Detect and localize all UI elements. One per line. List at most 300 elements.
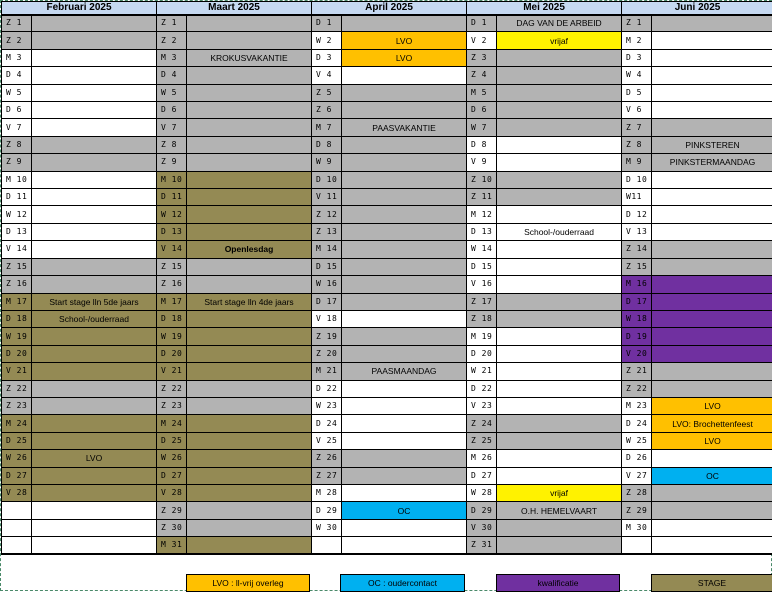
day-event: [342, 415, 467, 432]
calendar-row: [2, 15, 772, 32]
day-label: V 25: [312, 432, 342, 449]
day-event: [32, 49, 157, 66]
day-label: D 8: [312, 136, 342, 153]
day-event: [652, 293, 772, 310]
day-event: PINKSTEREN: [652, 136, 772, 153]
day-label: M 3: [2, 49, 32, 66]
day-label: W 7: [467, 119, 497, 136]
day-event: [497, 49, 622, 66]
day-label: [312, 537, 342, 554]
day-label: M 7: [312, 119, 342, 136]
day-label: [2, 502, 32, 519]
day-label: Z 16: [2, 276, 32, 293]
day-event: [497, 328, 622, 345]
day-event: [32, 119, 157, 136]
day-label: Z 15: [2, 258, 32, 275]
day-label: Z 22: [622, 380, 652, 397]
day-label: M 10: [2, 171, 32, 188]
day-event: OC: [652, 467, 772, 484]
day-event: [187, 484, 312, 501]
day-label: D 11: [2, 189, 32, 206]
day-event: DAG VAN DE ARBEID: [497, 15, 622, 32]
day-event: [187, 363, 312, 380]
calendar-row: [2, 484, 772, 501]
day-label: D 15: [312, 258, 342, 275]
day-label: W 19: [2, 328, 32, 345]
day-label: D 20: [2, 345, 32, 362]
legend-lvo: LVO : ll-vrij overleg: [186, 574, 310, 592]
day-event: [187, 136, 312, 153]
day-label: Z 1: [157, 15, 187, 32]
day-label: Z 10: [467, 171, 497, 188]
day-event: [32, 328, 157, 345]
day-event: School-/ouderraad: [32, 310, 157, 327]
day-event: [187, 154, 312, 171]
day-event: [187, 171, 312, 188]
day-label: Z 1: [622, 15, 652, 32]
day-label: Z 22: [157, 380, 187, 397]
day-label: V 28: [2, 484, 32, 501]
day-event: [187, 397, 312, 414]
day-label: Z 4: [467, 67, 497, 84]
day-label: V 23: [467, 397, 497, 414]
day-event: LVO: [32, 450, 157, 467]
calendar-row: [2, 467, 772, 484]
day-label: Z 28: [622, 484, 652, 501]
day-event: [652, 450, 772, 467]
day-event: [652, 241, 772, 258]
day-label: D 24: [312, 415, 342, 432]
calendar-row: [2, 206, 772, 223]
day-label: V 21: [2, 363, 32, 380]
day-label: D 13: [157, 223, 187, 240]
day-event: [32, 502, 157, 519]
day-label: Z 24: [467, 415, 497, 432]
day-event: [497, 102, 622, 119]
day-label: W 16: [312, 276, 342, 293]
day-label: V 9: [467, 154, 497, 171]
day-event: [342, 189, 467, 206]
day-label: W 25: [622, 432, 652, 449]
day-label: Z 3: [467, 49, 497, 66]
day-label: D 18: [2, 310, 32, 327]
day-event: [652, 223, 772, 240]
day-event: [497, 241, 622, 258]
day-event: [32, 15, 157, 32]
day-event: [32, 206, 157, 223]
day-label: D 25: [2, 432, 32, 449]
day-label: W 2: [312, 32, 342, 49]
day-event: [187, 345, 312, 362]
day-label: Z 2: [157, 32, 187, 49]
day-label: M 24: [2, 415, 32, 432]
day-label: Z 27: [312, 467, 342, 484]
day-label: M 10: [157, 171, 187, 188]
legend-oc: OC : oudercontact: [340, 574, 465, 592]
day-label: Z 6: [312, 102, 342, 119]
day-label: V 4: [312, 67, 342, 84]
day-label: W 9: [312, 154, 342, 171]
day-event: [32, 415, 157, 432]
day-label: Z 7: [622, 119, 652, 136]
day-label: W 12: [157, 206, 187, 223]
day-label: D 29: [312, 502, 342, 519]
day-label: M 12: [467, 206, 497, 223]
day-event: [342, 84, 467, 101]
day-label: D 18: [157, 310, 187, 327]
day-event: [497, 206, 622, 223]
day-event: [497, 136, 622, 153]
day-label: D 27: [467, 467, 497, 484]
day-label: Z 12: [312, 206, 342, 223]
day-label: V 20: [622, 345, 652, 362]
day-label: V 14: [2, 241, 32, 258]
day-label: Z 8: [157, 136, 187, 153]
day-event: [187, 15, 312, 32]
day-label: D 25: [157, 432, 187, 449]
day-event: [32, 519, 157, 536]
day-event: [32, 397, 157, 414]
day-label: V 28: [157, 484, 187, 501]
day-label: M 2: [622, 32, 652, 49]
day-label: Z 15: [157, 258, 187, 275]
day-event: [32, 363, 157, 380]
day-label: D 6: [2, 102, 32, 119]
day-event: [32, 467, 157, 484]
day-label: D 1: [467, 15, 497, 32]
calendar-row: [2, 363, 772, 380]
day-label: Z 11: [467, 189, 497, 206]
calendar-body: [2, 15, 772, 555]
calendar-row: [2, 171, 772, 188]
day-label: M 14: [312, 241, 342, 258]
day-event: [652, 67, 772, 84]
day-label: D 4: [2, 67, 32, 84]
day-label: Z 8: [622, 136, 652, 153]
day-event: [652, 502, 772, 519]
day-label: V 7: [2, 119, 32, 136]
day-event: PAASVAKANTIE: [342, 119, 467, 136]
day-event: [342, 258, 467, 275]
day-label: Z 9: [2, 154, 32, 171]
day-label: D 27: [157, 467, 187, 484]
day-label: V 14: [157, 241, 187, 258]
day-event: [342, 328, 467, 345]
day-event: [652, 276, 772, 293]
day-event: [187, 67, 312, 84]
day-event: [187, 310, 312, 327]
day-event: LVO: [652, 397, 772, 414]
calendar-row: [2, 84, 772, 101]
day-event: OC: [342, 502, 467, 519]
day-event: [32, 537, 157, 554]
day-label: W 23: [312, 397, 342, 414]
calendar-row: [2, 223, 772, 240]
calendar-row: [2, 32, 772, 49]
day-event: [32, 67, 157, 84]
day-event: [187, 276, 312, 293]
day-label: D 22: [467, 380, 497, 397]
day-event: [342, 15, 467, 32]
day-event: [652, 484, 772, 501]
day-label: W11: [622, 189, 652, 206]
day-label: M 9: [622, 154, 652, 171]
day-label: D 12: [622, 206, 652, 223]
day-event: [187, 119, 312, 136]
day-label: Z 23: [157, 397, 187, 414]
day-event: O.H. HEMELVAART: [497, 502, 622, 519]
day-label: D 17: [622, 293, 652, 310]
day-event: PINKSTERMAANDAG: [652, 154, 772, 171]
day-event: [32, 223, 157, 240]
day-label: M 3: [157, 49, 187, 66]
day-label: M 28: [312, 484, 342, 501]
day-label: M 17: [157, 293, 187, 310]
day-label: Z 30: [157, 519, 187, 536]
day-event: [187, 537, 312, 554]
day-event: [187, 519, 312, 536]
day-label: Z 5: [312, 84, 342, 101]
day-event: vrijaf: [497, 484, 622, 501]
day-event: [497, 119, 622, 136]
day-event: [32, 241, 157, 258]
day-event: [497, 432, 622, 449]
day-label: D 26: [622, 450, 652, 467]
day-label: D 1: [312, 15, 342, 32]
day-event: [497, 415, 622, 432]
day-label: W 18: [622, 310, 652, 327]
day-label: V 13: [622, 223, 652, 240]
day-label: D 3: [622, 49, 652, 66]
day-label: Z 1: [2, 15, 32, 32]
calendar-row: [2, 189, 772, 206]
day-event: [187, 102, 312, 119]
day-event: [342, 223, 467, 240]
day-event: [652, 119, 772, 136]
day-event: [342, 276, 467, 293]
calendar-row: [2, 258, 772, 275]
day-label: D 27: [2, 467, 32, 484]
day-label: V 27: [622, 467, 652, 484]
day-event: [342, 102, 467, 119]
day-event: [32, 276, 157, 293]
calendar-row: [2, 49, 772, 66]
day-event: [497, 397, 622, 414]
day-label: M 17: [2, 293, 32, 310]
day-label: W 4: [622, 67, 652, 84]
calendar-row: [2, 450, 772, 467]
day-label: Z 18: [467, 310, 497, 327]
calendar-row: [2, 136, 772, 153]
day-event: [497, 519, 622, 536]
day-label: W 28: [467, 484, 497, 501]
day-event: [342, 345, 467, 362]
day-label: Z 26: [312, 450, 342, 467]
calendar-row: [2, 537, 772, 554]
day-event: [497, 467, 622, 484]
day-label: W 30: [312, 519, 342, 536]
day-event: [497, 450, 622, 467]
day-event: [187, 84, 312, 101]
month-header-row: [2, 2, 772, 15]
day-event: [497, 67, 622, 84]
day-event: [187, 206, 312, 223]
day-event: [342, 380, 467, 397]
day-label: D 4: [157, 67, 187, 84]
day-label: V 7: [157, 119, 187, 136]
day-label: Z 20: [312, 345, 342, 362]
day-event: [32, 136, 157, 153]
calendar-row: [2, 380, 772, 397]
day-label: Z 13: [312, 223, 342, 240]
month-header: Februari 2025: [2, 2, 157, 15]
day-event: [652, 206, 772, 223]
calendar-row: [2, 432, 772, 449]
day-label: M 23: [622, 397, 652, 414]
day-event: [32, 258, 157, 275]
day-label: W 12: [2, 206, 32, 223]
day-event: [497, 345, 622, 362]
month-header: April 2025: [312, 2, 467, 15]
day-label: [2, 537, 32, 554]
calendar-row: [2, 310, 772, 327]
day-label: W 5: [2, 84, 32, 101]
day-event: [652, 189, 772, 206]
day-event: [342, 154, 467, 171]
day-label: D 22: [312, 380, 342, 397]
day-event: [342, 397, 467, 414]
day-event: [652, 15, 772, 32]
day-label: Z 31: [467, 537, 497, 554]
day-event: [652, 102, 772, 119]
day-event: [497, 84, 622, 101]
day-label: D 29: [467, 502, 497, 519]
day-event: [342, 537, 467, 554]
day-event: School-/ouderraad: [497, 223, 622, 240]
day-event: [342, 467, 467, 484]
day-event: [497, 537, 622, 554]
day-event: [187, 432, 312, 449]
day-label: D 24: [622, 415, 652, 432]
day-event: [652, 537, 772, 554]
day-event: [342, 171, 467, 188]
day-event: [187, 189, 312, 206]
calendar-row: [2, 119, 772, 136]
day-event: [342, 293, 467, 310]
day-event: [32, 432, 157, 449]
day-event: [497, 380, 622, 397]
day-event: [32, 32, 157, 49]
day-label: V 6: [622, 102, 652, 119]
day-label: D 8: [467, 136, 497, 153]
day-event: [497, 310, 622, 327]
day-event: [342, 432, 467, 449]
day-label: M 16: [622, 276, 652, 293]
day-label: Z 17: [467, 293, 497, 310]
day-label: V 11: [312, 189, 342, 206]
month-header: Maart 2025: [157, 2, 312, 15]
day-label: D 19: [622, 328, 652, 345]
day-event: [652, 380, 772, 397]
day-event: PAASMAANDAG: [342, 363, 467, 380]
calendar-row: [2, 102, 772, 119]
day-event: [652, 258, 772, 275]
day-label: M 26: [467, 450, 497, 467]
day-event: vrijaf: [497, 32, 622, 49]
day-label: M 24: [157, 415, 187, 432]
calendar-row: [2, 67, 772, 84]
day-label: D 20: [467, 345, 497, 362]
day-label: D 6: [467, 102, 497, 119]
day-label: D 15: [467, 258, 497, 275]
day-label: W 26: [157, 450, 187, 467]
day-label: W 19: [157, 328, 187, 345]
day-event: [32, 380, 157, 397]
day-label: M 30: [622, 519, 652, 536]
day-event: [187, 467, 312, 484]
day-event: [187, 223, 312, 240]
day-event: [342, 450, 467, 467]
day-label: Z 25: [467, 432, 497, 449]
day-label: Z 19: [312, 328, 342, 345]
day-label: D 11: [157, 189, 187, 206]
day-event: [497, 293, 622, 310]
day-label: M 31: [157, 537, 187, 554]
day-event: [32, 345, 157, 362]
day-event: [32, 84, 157, 101]
day-label: Z 21: [622, 363, 652, 380]
day-label: Z 22: [2, 380, 32, 397]
calendar-row: [2, 345, 772, 362]
day-label: Z 15: [622, 258, 652, 275]
day-label: V 16: [467, 276, 497, 293]
day-event: [342, 241, 467, 258]
day-event: LVO: Brochettenfeest: [652, 415, 772, 432]
day-event: [32, 154, 157, 171]
day-event: [497, 154, 622, 171]
day-label: [622, 537, 652, 554]
day-event: [342, 484, 467, 501]
day-label: M 21: [312, 363, 342, 380]
calendar-row: [2, 519, 772, 536]
day-label: V 30: [467, 519, 497, 536]
calendar-row: [2, 154, 772, 171]
day-event: [497, 276, 622, 293]
day-event: [652, 32, 772, 49]
day-label: D 3: [312, 49, 342, 66]
day-label: D 10: [622, 171, 652, 188]
day-label: D 20: [157, 345, 187, 362]
day-label: Z 9: [157, 154, 187, 171]
day-event: [652, 310, 772, 327]
day-event: [187, 32, 312, 49]
day-event: [187, 502, 312, 519]
day-event: Openlesdag: [187, 241, 312, 258]
calendar-row: [2, 415, 772, 432]
day-label: D 13: [467, 223, 497, 240]
calendar-row: [2, 241, 772, 258]
calendar-row: [2, 293, 772, 310]
day-event: [32, 189, 157, 206]
day-label: W 26: [2, 450, 32, 467]
day-label: M 5: [467, 84, 497, 101]
day-label: W 14: [467, 241, 497, 258]
day-event: [32, 171, 157, 188]
day-event: [497, 363, 622, 380]
day-label: Z 2: [2, 32, 32, 49]
day-label: D 10: [312, 171, 342, 188]
day-label: V 18: [312, 310, 342, 327]
